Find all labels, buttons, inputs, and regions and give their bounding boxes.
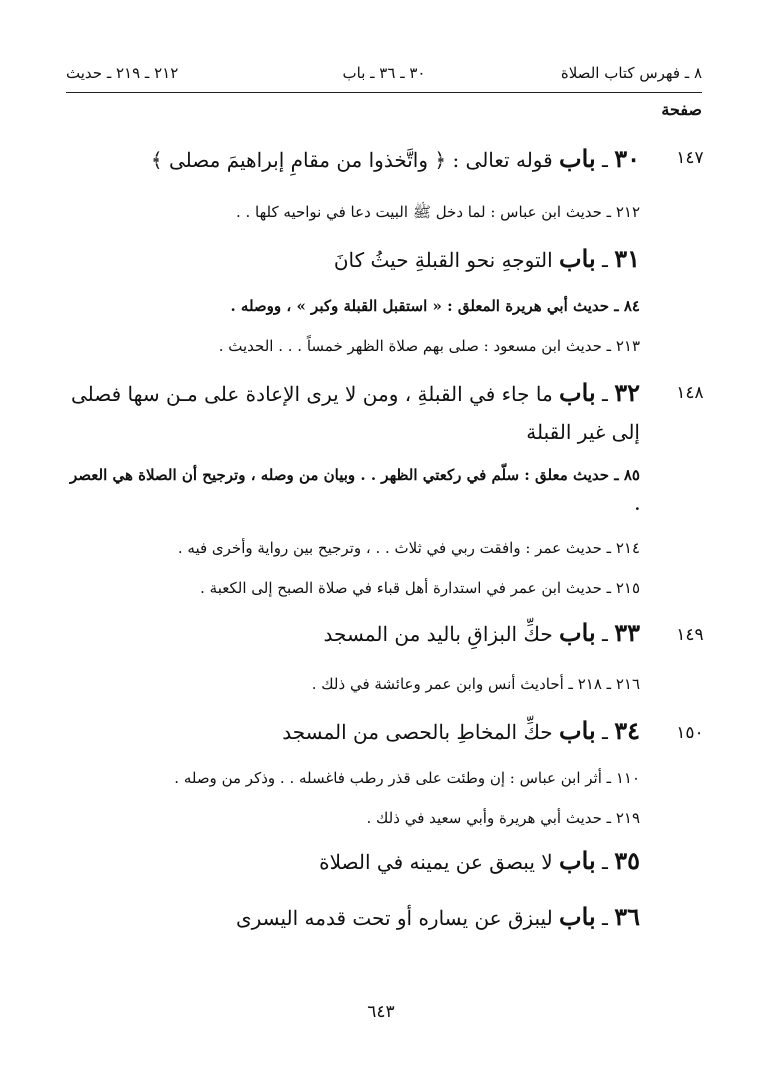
header-chapter-range: ٣٠ ـ ٣٦ ـ باب: [342, 64, 426, 82]
page-column-label: صفحة: [661, 100, 702, 119]
folio-page-number: ٦٤٣: [367, 1002, 395, 1022]
chapter-heading: ٣٢ ـ باب ما جاء في القبلةِ ، ومن لا يرى الإعادة على مـن سها فصلى إلى غير القبلة: [70, 378, 640, 444]
header-hadith-range: ٢١٢ ـ ٢١٩ ـ حديث: [66, 64, 179, 82]
page-number: ١٤٩: [676, 625, 704, 645]
hadith-entry: ١١٠ ـ أثر ابن عباس : إن وطئت على قذر رطب فاغسله . . وذكر من وصله .: [174, 769, 640, 787]
chapter-title: قوله تعالى : ﴿ واتَّخذوا من مقامِ إبراهيمَ مصلى ﴾: [150, 148, 553, 172]
running-header: [66, 58, 702, 93]
chapter-title: حكِّ البزاقِ باليد من المسجد: [323, 622, 553, 646]
hadith-entry: ٢١٣ ـ حديث ابن مسعود : صلى بهم صلاة الظهر خمساً . . . الحديث .: [218, 337, 640, 355]
chapter-title: لا يبصق عن يمينه في الصلاة: [319, 850, 553, 874]
hadith-entry: ٢١٤ ـ حديث عمر : وافقت ربي في ثلاث . . ، وترجيح بين رواية وأخرى فيه .: [177, 539, 640, 557]
page-number: ١٤٧: [676, 148, 704, 168]
chapter-number: ٣٥: [614, 846, 640, 875]
chapter-heading: ٣٠ ـ باب قوله تعالى : ﴿ واتَّخذوا من مقامِ إبراهيمَ مصلى ﴾: [150, 144, 640, 173]
chapter-title: ما جاء في القبلةِ ، ومن لا يرى الإعادة على مـن سها فصلى إلى غير القبلة: [70, 382, 640, 444]
chapter-word: باب: [559, 144, 596, 173]
chapter-number: ٣٤: [614, 716, 640, 745]
page-number: ١٤٨: [676, 383, 704, 403]
chapter-heading: ٣٦ ـ باب ليبزق عن يساره أو تحت قدمه اليسرى: [235, 902, 640, 931]
hadith-entry: ٢١٦ ـ ٢١٨ ـ أحاديث أنس وابن عمر وعائشة في ذلك .: [311, 675, 640, 693]
chapter-number: ٣٠: [614, 144, 640, 173]
chapter-title: التوجهِ نحو القبلةِ حيثُ كانَ: [333, 248, 553, 272]
hadith-entry: ٨٥ ـ حديث معلق : سلّم في ركعتي الظهر . . وبيان من وصله ، وترجيح أن الصلاة هي العصر .: [70, 466, 640, 514]
chapter-word: باب: [559, 716, 596, 745]
chapter-word: باب: [559, 846, 596, 875]
chapter-heading: ٣٥ ـ باب لا يبصق عن يمينه في الصلاة: [319, 846, 640, 875]
chapter-heading: ٣٣ ـ باب حكِّ البزاقِ باليد من المسجد: [323, 618, 640, 647]
hadith-entry: ٢١٢ ـ حديث ابن عباس : لما دخل ﷺ البيت دعا في نواحيه كلها . .: [235, 203, 640, 221]
hadith-entry: ٢١٥ ـ حديث ابن عمر في استدارة أهل قباء في صلاة الصبح إلى الكعبة .: [200, 579, 640, 597]
chapter-word: باب: [559, 618, 596, 647]
chapter-word: باب: [559, 902, 596, 931]
chapter-number: ٣٢: [614, 378, 640, 407]
hadith-entry: ٨٤ ـ حديث أبي هريرة المعلق : « استقبل القبلة وكبر » ، ووصله .: [230, 297, 640, 315]
page-number: ١٥٠: [676, 723, 704, 743]
chapter-heading: ٣٤ ـ باب حكِّ المخاطِ بالحصى من المسجد: [282, 716, 640, 745]
chapter-heading: ٣١ ـ باب التوجهِ نحو القبلةِ حيثُ كانَ: [333, 244, 640, 273]
chapter-number: ٣٦: [614, 902, 640, 931]
hadith-entry: ٢١٩ ـ حديث أبي هريرة وأبي سعيد في ذلك .: [366, 809, 640, 827]
chapter-title: حكِّ المخاطِ بالحصى من المسجد: [282, 720, 553, 744]
chapter-number: ٣١: [614, 244, 640, 273]
chapter-title: ليبزق عن يساره أو تحت قدمه اليسرى: [235, 906, 553, 930]
chapter-number: ٣٣: [614, 618, 640, 647]
chapter-word: باب: [559, 378, 596, 407]
chapter-word: باب: [559, 244, 596, 273]
header-book-title: ٨ ـ فهرس كتاب الصلاة: [560, 64, 702, 82]
